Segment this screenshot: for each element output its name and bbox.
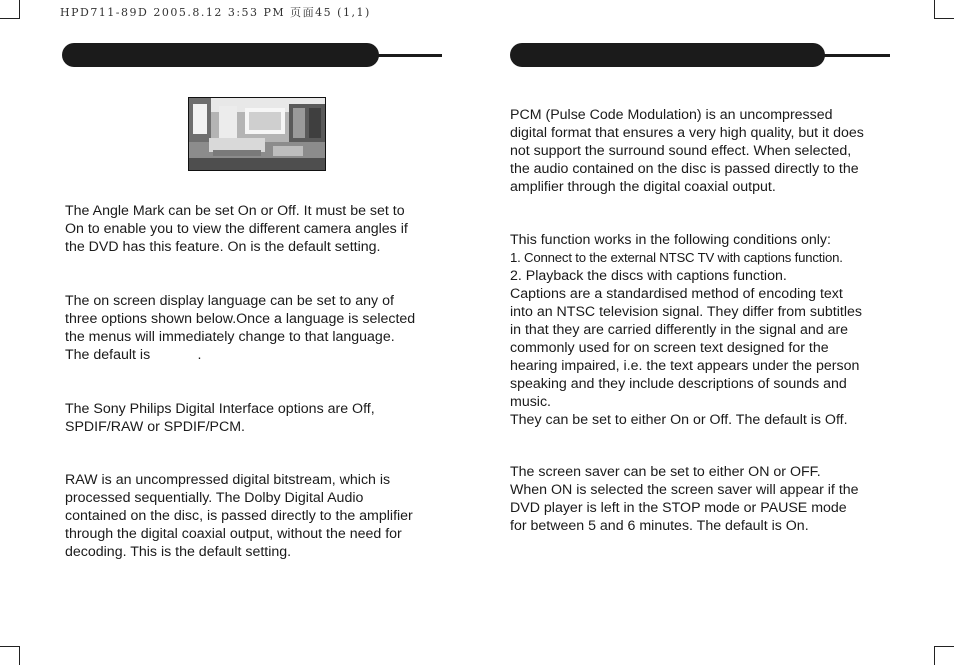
- text-line: through the digital coaxial output, without the need for: [65, 526, 402, 542]
- text-line: 2. Playback the discs with captions function.: [510, 268, 787, 284]
- text-line: the menus will immediately change to that language.: [65, 329, 395, 345]
- text-line: RAW is an uncompressed digital bitstream, which is: [65, 472, 391, 488]
- text-line: The Sony Philips Digital Interface options are Off,: [65, 401, 375, 417]
- right-section-header-rule: [815, 54, 890, 57]
- text-line: The Angle Mark can be set On or Off. It must be set to: [65, 203, 405, 219]
- screen-saver-paragraph: [510, 463, 859, 535]
- raw-paragraph: [65, 471, 413, 561]
- text-line: three options shown below.Once a language is selected: [65, 311, 416, 327]
- text-line: hearing impaired, i.e. the text appears under the person: [510, 358, 860, 374]
- text-line: PCM (Pulse Code Modulation) is an uncompressed: [510, 107, 833, 123]
- right-section-header-bar: [510, 43, 825, 67]
- text-line: SPDIF/RAW or SPDIF/PCM.: [65, 419, 245, 435]
- text-line: contained on the disc, is passed directly to the amplifier: [65, 508, 413, 524]
- text-line: 1. Connect to the external NTSC TV with captions function.: [510, 250, 843, 265]
- text-line: When ON is selected the screen saver will appear if the: [510, 482, 859, 498]
- text-line: This function works in the following conditions only:: [510, 232, 831, 248]
- crop-mark-top-left-h: [0, 18, 19, 19]
- text-line: speaking and they include descriptions of sounds and: [510, 376, 847, 392]
- crop-mark-bottom-left-h: [0, 646, 19, 647]
- text-line: into an NTSC television signal. They differ from subtitles: [510, 304, 862, 320]
- text-line: The on screen display language can be set to any of: [65, 293, 394, 309]
- crop-mark-bottom-left-v: [19, 646, 20, 665]
- left-section-header-bar: [62, 43, 379, 67]
- text-line: the DVD has this feature. On is the default setting.: [65, 239, 381, 255]
- crop-mark-top-right-h: [935, 18, 954, 19]
- osd-language-paragraph: [65, 292, 415, 364]
- angle-mark-paragraph: [65, 202, 408, 256]
- crop-mark-top-left-v: [19, 0, 20, 19]
- living-room-photo: [188, 97, 326, 171]
- captions-paragraph: [510, 231, 862, 429]
- text-line: They can be set to either On or Off. The default is Off.: [510, 412, 848, 428]
- crop-mark-bottom-right-h: [935, 646, 954, 647]
- left-section-header-rule: [370, 54, 442, 57]
- text-line: DVD player is left in the STOP mode or PAUSE mode: [510, 500, 847, 516]
- text-line: decoding. This is the default setting.: [65, 544, 292, 560]
- text-line: The screen saver can be set to either ON or OFF.: [510, 464, 821, 480]
- text-line: in that they are carried differently in the signal and are: [510, 322, 849, 338]
- text-line: processed sequentially. The Dolby Digital Audio: [65, 490, 364, 506]
- text-line: music.: [510, 394, 551, 410]
- text-line: not support the surround sound effect. When selected,: [510, 143, 852, 159]
- text-line: amplifier through the digital coaxial output.: [510, 179, 776, 195]
- text-line: Captions are a standardised method of encoding text: [510, 286, 843, 302]
- text-line: for between 5 and 6 minutes. The default is On.: [510, 518, 809, 534]
- crop-mark-bottom-right-v: [934, 646, 935, 665]
- spdif-paragraph: [65, 400, 375, 436]
- text-line: digital format that ensures a very high quality, but it does: [510, 125, 864, 141]
- text-line: commonly used for on screen text designed for the: [510, 340, 829, 356]
- crop-mark-top-right-v: [934, 0, 935, 19]
- text-line: The default is .: [65, 347, 202, 363]
- text-line: On to enable you to view the different camera angles if: [65, 221, 408, 237]
- pcm-paragraph: [510, 106, 864, 196]
- text-line: the audio contained on the disc is passed directly to the: [510, 161, 859, 177]
- print-header: HPD711-89D 2005.8.12 3:53 PM 页面45 (1,1): [60, 6, 371, 19]
